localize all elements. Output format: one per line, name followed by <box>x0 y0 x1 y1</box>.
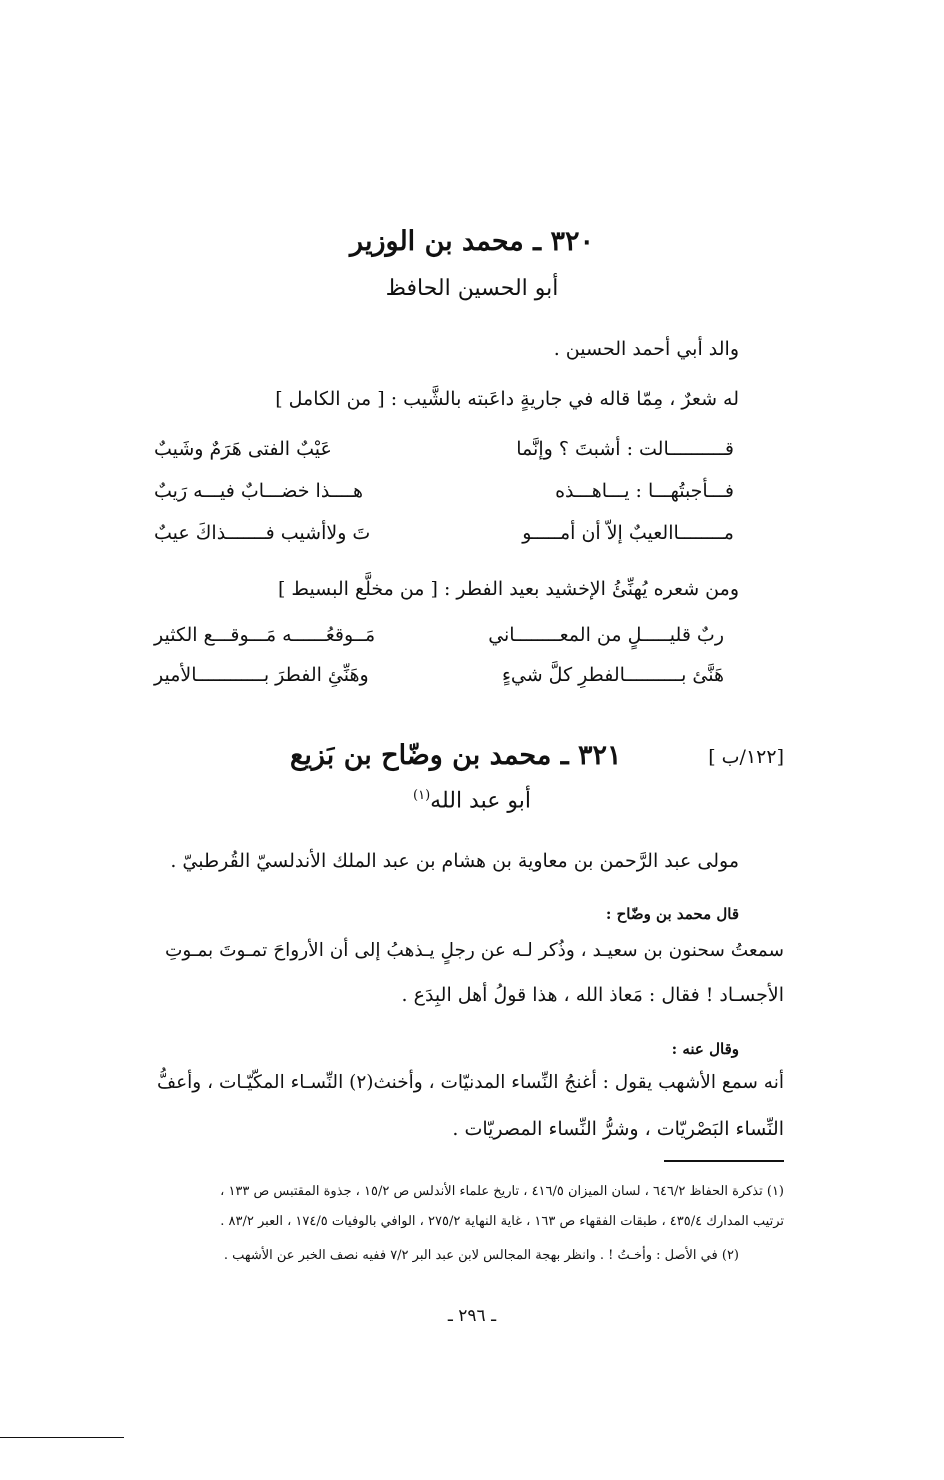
footnote-2: (٢) في الأصل : وأخـتُ ! . وانظر بهجة المجالس لابن عبد البر ٧/٢ ففيه نصف الخبر عن الأشهب . <box>223 1248 739 1263</box>
footnote-separator <box>664 1160 784 1162</box>
entry-321-title: ٣٢١ ـ محمد بن وضّاح بن بَزيع <box>290 740 622 771</box>
scan-edge-line <box>0 1437 124 1438</box>
poem-1-verse <box>154 438 734 470</box>
quote-1-line-1: سمعتُ سحنون بن سعيـد ، وذُكر لـه عن رجلٍ يـذهبُ إلى أن الأرواحَ تمـوتَ بمـوتِ <box>164 940 784 961</box>
quote-2-label: وقال عنه : <box>671 1040 739 1058</box>
quote-1-label: قال محمد بن وضّاح : <box>605 905 739 923</box>
verse-hemistich-right: فـــأجبتُهـــا : يـــاهـــذه <box>555 480 734 502</box>
verse-hemistich-right: قــــــــــالت : أشبتَ ؟ وإنَّما <box>516 438 734 460</box>
poem-2-verse <box>154 624 724 656</box>
entry-321-subtitle: أبو عبد الله <box>430 788 531 814</box>
footnote-1-line-1: (١) تذكرة الحفاظ ٦٤٦/٢ ، لسان الميزان ٤١٦/٥ ، تاريخ علماء الأندلس ص ١٥/٢ ، جذوة المقتبس ص ١٣٣ ، <box>220 1184 784 1199</box>
verse-hemistich-left: مَــوقعُــــــه مَـــوقـــع الكثير <box>154 624 376 646</box>
verse-hemistich-right: مــــــــاالعيبٌ إلاّ أن أمـــــو <box>522 522 734 544</box>
quote-2-line-1: أنه سمع الأشهب يقول : أغنجُ النِّساء المدنيّات ، وأخنث(٢) النِّسـاء المكّيّـات ، وأعفُّ <box>156 1072 784 1093</box>
entry-321-intro: مولى عبد الرَّحمن بن معاوية بن هشام بن عبد الملك الأندلسيّ القُرطبيّ . <box>170 850 739 872</box>
poem-1-verse <box>154 480 734 512</box>
poem-1-verse <box>154 522 734 554</box>
page-number: ـ ٢٩٦ ـ <box>447 1306 497 1326</box>
verse-hemistich-left: هــــذا خضـــابٌ فيـــه رَيبٌ <box>154 480 364 502</box>
verse-hemistich-left: تَ ولاأشيب فـــــــذاكَ عيبٌ <box>154 522 371 544</box>
poem-1-intro: له شعرٌ ، مِمّا قاله في جاريةٍ داعَبته بالشَّيب : [ من الكامل ] <box>275 388 739 410</box>
verse-hemistich-left: عَيْبٌ الفتى هَرَمٌ وشَيبٌ <box>154 438 332 460</box>
verse-hemistich-left: وهَنِّئِ الفطرَ بــــــــــــالأمير <box>154 664 369 686</box>
entry-320-subtitle: أبو الحسين الحافظ <box>385 276 559 301</box>
verse-hemistich-right: ربٌ قليـــــلٍ من المعــــــــاني <box>488 624 724 646</box>
footnote-marker: (١) <box>413 788 431 803</box>
verse-hemistich-right: هَنَّئ بــــــــــالفطرِ كلَّ شيءٍ <box>501 664 724 686</box>
poem-2-verse <box>154 664 724 696</box>
entry-320-title: ٣٢٠ ـ محمد بن الوزير <box>350 226 594 257</box>
poem-2-intro: ومن شعره يُهنِّئُ الإخشيد بعيد الفطر : [ من مخلَّع البسيط ] <box>277 578 739 600</box>
quote-2-line-2: النِّساء البَصْريّات ، وشرُّ النِّساء المصريّات . <box>452 1118 784 1140</box>
footnote-1-line-2: ترتيب المدارك ٤٣٥/٤ ، طبقات الفقهاء ص ١٦٣ ، غاية النهاية ٢٧٥/٢ ، الوافي بالوفيات ١٧٤/٥ ، العبر ٨٣/٢ . <box>220 1214 784 1229</box>
marginal-folio-reference: [١٢٢/ب ] <box>708 746 784 768</box>
entry-320-intro: والد أبي أحمد الحسين . <box>553 338 739 360</box>
quote-1-line-2: الأجسـاد ! فقال : مَعاذ الله ، هذا قولُ أهل البِدَع . <box>401 984 784 1006</box>
entry-321-subtitle-wrap <box>0 788 944 813</box>
